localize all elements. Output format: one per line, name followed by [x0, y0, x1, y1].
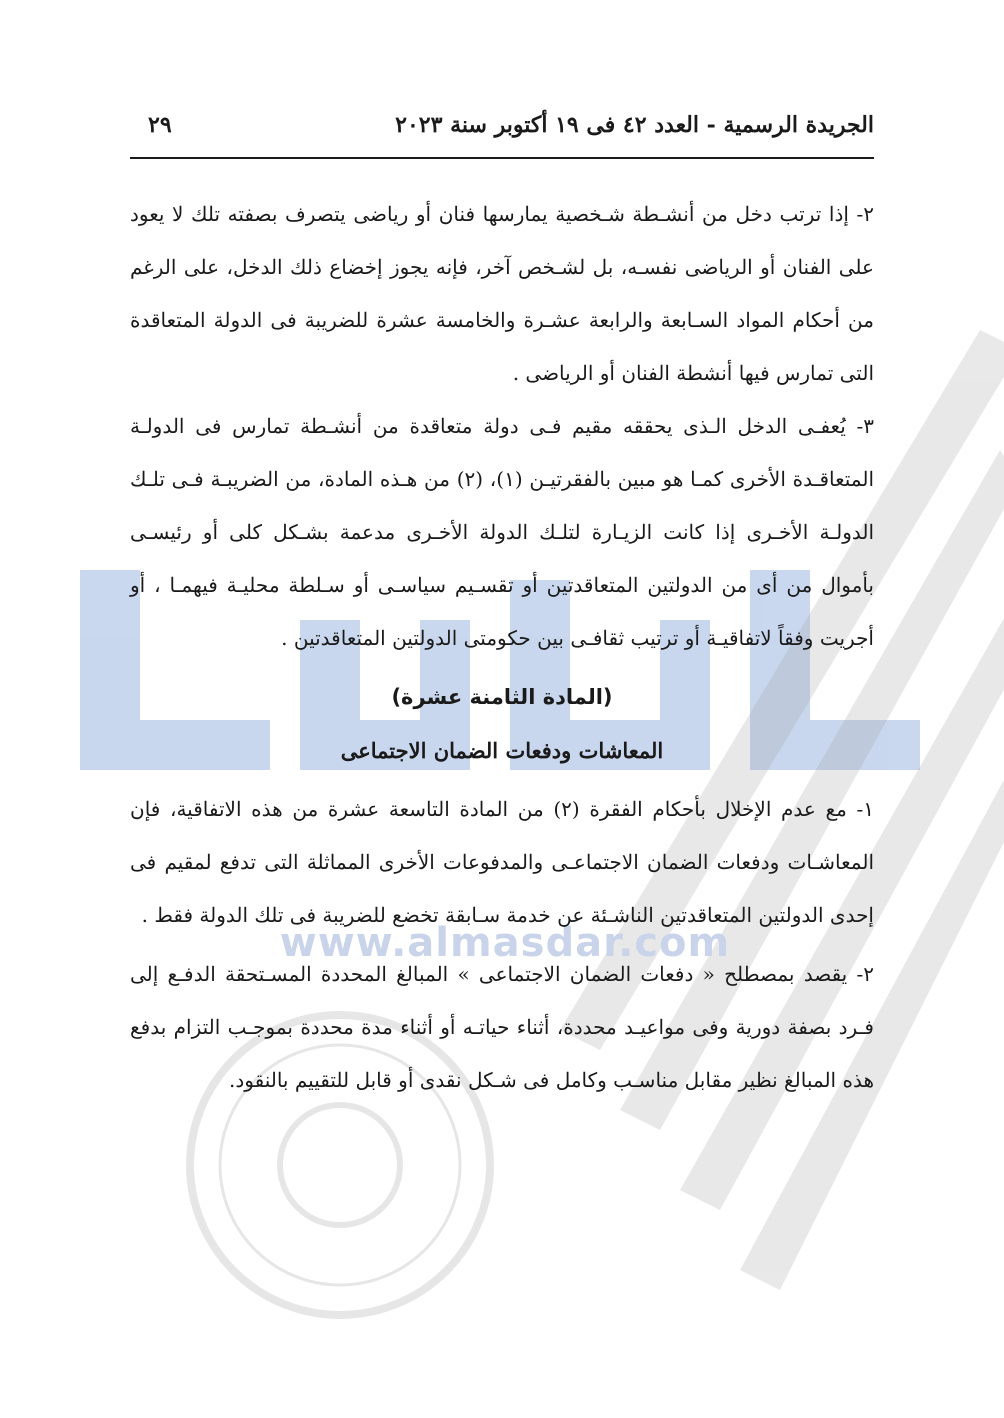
- paragraph-2: ٢- إذا ترتب دخل من أنشـطة شـخصية يمارسها فنان أو رياضى يتصرف بصفته تلك لا يعود على الفنان أو الرياضى نفسـه، بل لشـخص آخر، فإنه يجوز إخضاع ذلك الدخل، على الرغم من أحكام المواد السـابعة والرابعة عشـرة والخامسة عشرة للضريبة فى الدولة المتعاقدة التى تمارس فيها أنشطة الفنان أو الرياضى .: [130, 202, 874, 385]
- paragraph-pensions-2: ٢- يقصد بمصطلح « دفعات الضمان الاجتماعى » المبالغ المحددة المسـتحقة الدفـع إلى فـرد بصفة دورية وفى مواعيـد محددة، أثناء حياتـه أو أثناء مدة محددة بموجـب التزام بدفع هذه المبالغ نظير مقابل مناسـب وكامل فى شـكل نقدى أو قابل للتقييم بالنقود.: [130, 962, 874, 1092]
- page-content: [130, 188, 874, 1107]
- gazette-title: الجريدة الرسمية - العدد ٤٢ فى ١٩ أكتوبر سنة ٢٠٢٣: [395, 112, 874, 138]
- article-title: (المادة الثامنة عشرة): [391, 685, 613, 709]
- paragraph-3: ٣- يُعفـى الدخل الـذى يحققه مقيم فـى دولة متعاقدة من أنشـطة تمارس فى الدولـة المتعاقـدة الأخرى كمـا هو مبين بالفقرتيـن (١)، (٢) من هـذه المادة، من الضريبـة فـى تلـك الدولـة الأخـرى إذا كانت الزيـارة لتلـك الدولة الأخـرى مدعمة بشـكل كلى أو رئيسـى بأموال من أى من الدولتين المتعاقدتين أو تقسـيم سياسـى أو سـلطة محليـة فيهمـا ، أو أجريت وفقاً لاتفاقيـة أو ترتيب ثقافـى بين حكومتى الدولتين المتعاقدتين .: [130, 414, 875, 650]
- header-divider: [130, 157, 874, 159]
- paragraph-pensions-1: ١- مع عدم الإخلال بأحكام الفقرة (٢) من المادة التاسعة عشرة من هذه الاتفاقية، فإن المعاشـات ودفعات الضمان الاجتماعـى والمدفوعات الأخرى المماثلة التى تدفع لمقيم فى إحدى الدولتين المتعاقدتين الناشـئة عن خدمة سـابقة تخضع للضريبة فى تلك الدولة فقط .: [130, 797, 874, 927]
- watermark-url: www.almasdar.com: [279, 920, 731, 966]
- article-subtitle: المعاشات ودفعات الضمان الاجتماعى: [340, 738, 664, 763]
- page-number: ٢٩: [148, 112, 172, 138]
- page-header: [130, 112, 874, 152]
